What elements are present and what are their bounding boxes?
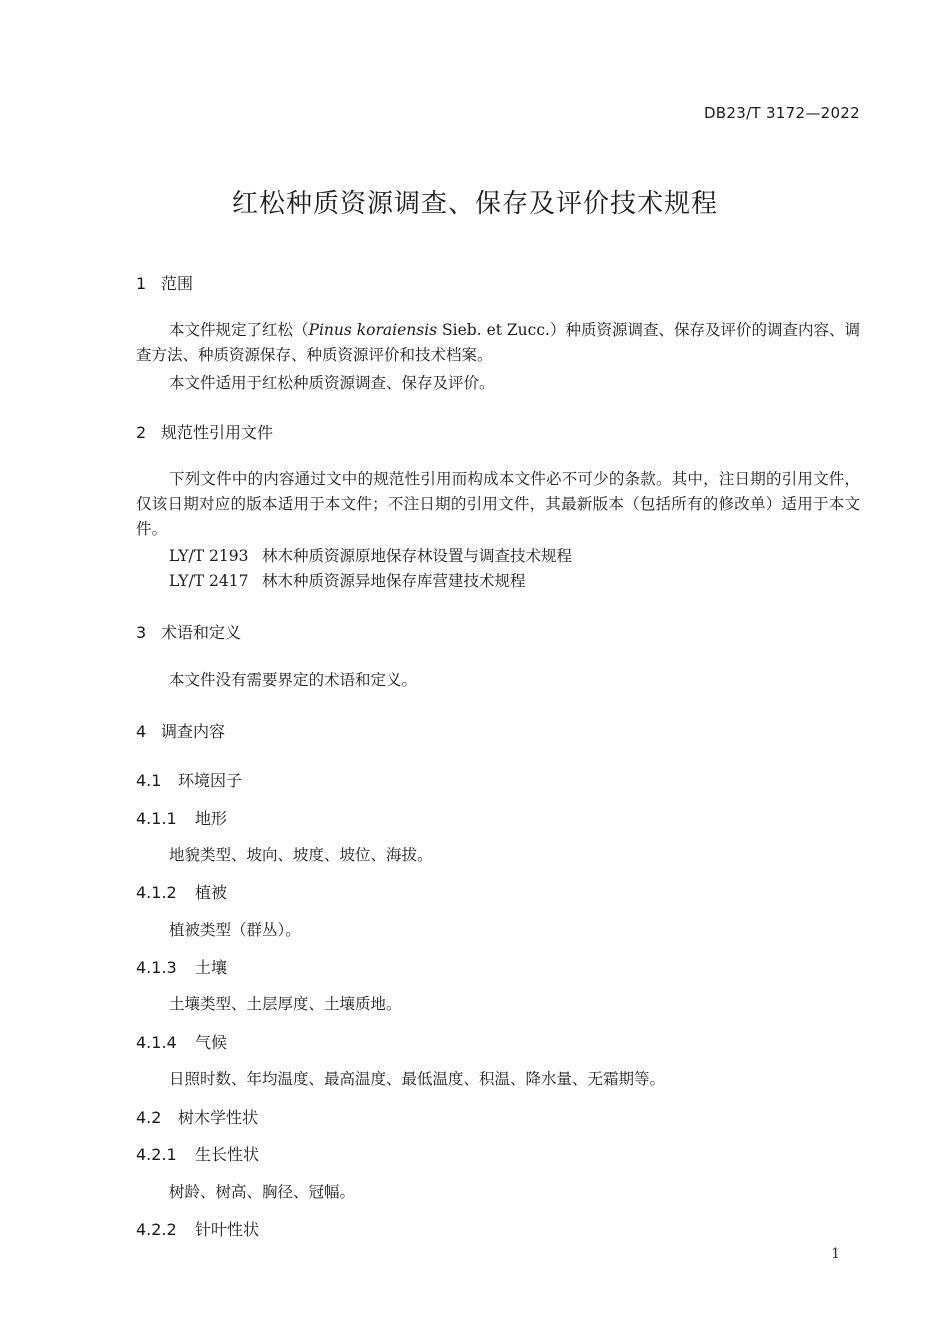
section-title: 术语和定义: [161, 623, 242, 642]
section-number: 4.2.2: [136, 1220, 177, 1239]
soil-text: 土壤类型、土层厚度、土壤质地。: [169, 995, 402, 1013]
section-1-paragraph-1: [136, 318, 860, 368]
section-title: 气候: [195, 1033, 228, 1052]
section-3-heading: [136, 620, 241, 643]
section-4-heading: [136, 719, 225, 742]
subsection-4-1-2-heading: [136, 880, 227, 903]
reference-title: 林木种质资源原地保存林设置与调查技术规程: [262, 547, 573, 565]
section-number: 4.1.2: [136, 883, 177, 902]
reference-code: LY/T 2193: [169, 547, 249, 565]
reference-item: [169, 544, 572, 566]
subsection-4-2-heading: [136, 1105, 258, 1128]
text-part: Sieb. et Zucc.）种质资源调查、保存及评价的调查内容、调查方法、种质资源保存、种质资源评价和技术档案。: [136, 321, 860, 364]
topography-text: 地貌类型、坡向、坡度、坡位、海拔。: [169, 846, 433, 864]
section-number: 1: [136, 274, 147, 293]
section-title: 树木学性状: [178, 1108, 259, 1127]
subsection-4-1-heading: [136, 768, 242, 791]
section-title: 针叶性状: [195, 1220, 260, 1239]
section-title: 植被: [195, 883, 228, 902]
subsection-4-2-2-heading: [136, 1217, 259, 1240]
subsection-4-1-3-heading: [136, 955, 227, 978]
subsection-4-1-4-heading: [136, 1030, 227, 1053]
section-number: 4.2.1: [136, 1145, 177, 1164]
standard-code: DB23/T 3172—2022: [703, 104, 860, 122]
section-number: 4: [136, 722, 147, 741]
climate-text: 日照时数、年均温度、最高温度、最低温度、积温、降水量、无霜期等。: [169, 1070, 666, 1088]
reference-title: 林木种质资源异地保存库营建技术规程: [262, 572, 526, 590]
document-title: 红松种质资源调查、保存及评价技术规程: [231, 189, 718, 219]
section-1-heading: [136, 271, 193, 294]
section-number: 3: [136, 623, 147, 642]
section-number: 4.2: [136, 1108, 162, 1127]
section-number: 4.1: [136, 771, 162, 790]
section-number: 4.1.4: [136, 1033, 177, 1052]
section-3-paragraph-1: 本文件没有需要界定的术语和定义。: [169, 671, 418, 689]
section-title: 调查内容: [161, 722, 226, 741]
section-1-paragraph-2: 本文件适用于红松种质资源调查、保存及评价。: [169, 374, 495, 392]
vegetation-text: 植被类型（群丛）。: [169, 921, 301, 939]
section-title: 规范性引用文件: [161, 423, 274, 442]
section-2-paragraph-1: 下列文件中的内容通过文中的规范性引用而构成本文件必不可少的条款。其中，注日期的引用文件，仅该日期对应的版本适用于本文件；不注日期的引用文件，其最新版本（包括所有的修改单）适用于本文件。: [136, 470, 860, 538]
reference-code: LY/T 2417: [169, 572, 249, 590]
section-title: 土壤: [195, 958, 228, 977]
subsection-4-1-1-heading: [136, 806, 227, 829]
subsection-4-2-1-heading: [136, 1142, 259, 1165]
section-number: 4.1.3: [136, 958, 177, 977]
section-title: 地形: [195, 809, 228, 828]
section-2-heading: [136, 420, 273, 443]
growth-traits-text: 树龄、树高、胸径、冠幅。: [169, 1183, 356, 1201]
page-number: 1: [831, 1246, 840, 1262]
section-number: 2: [136, 423, 147, 442]
text-part: 本文件规定了红松（: [169, 321, 309, 339]
latin-name: Pinus koraiensis: [308, 321, 438, 339]
section-title: 环境因子: [178, 771, 243, 790]
reference-item: [169, 569, 526, 591]
section-title: 生长性状: [195, 1145, 260, 1164]
section-number: 4.1.1: [136, 809, 177, 828]
section-title: 范围: [161, 274, 194, 293]
